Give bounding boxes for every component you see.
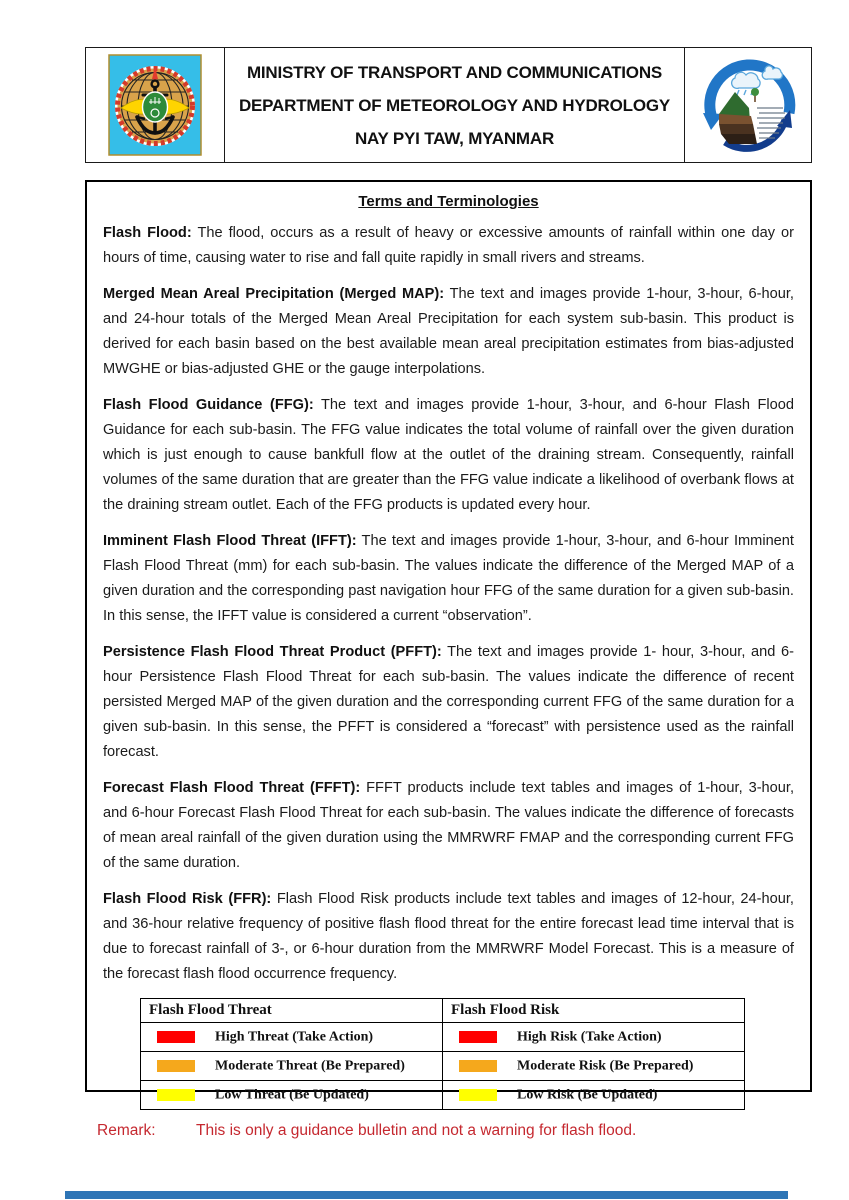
threat-low-swatch (157, 1089, 195, 1101)
term-definition: FFFT products include text tables and images of 1-hour, 3-hour, and 6-hour Forecast Flash Flood Threat for each sub-basin. The values indicate the difference of forecasts of mean areal rainfall of the given duration using the MMRWRF FMAP and the corresponding current FFG of the same duration. (103, 780, 795, 871)
risk-low-swatch (459, 1089, 497, 1101)
term-label: Flash Flood Guidance (FFG): (103, 397, 314, 413)
remark-text: This is only a guidance bulletin and not a warning for flash flood. (196, 1122, 637, 1139)
table-row-low (141, 1081, 745, 1110)
threat-high-swatch (157, 1031, 195, 1043)
header-banner (85, 47, 812, 163)
legend-header-risk: Flash Flood Risk (443, 999, 745, 1023)
paragraph-merged-map (103, 282, 794, 382)
risk-high-swatch (459, 1031, 497, 1043)
threat-low-label: Low Threat (Be Updated) (215, 1087, 369, 1103)
threat-moderate-swatch (157, 1060, 195, 1072)
risk-moderate-swatch (459, 1060, 497, 1072)
risk-low-label: Low Risk (Be Updated) (517, 1087, 658, 1103)
header-line-1: MINISTRY OF TRANSPORT AND COMMUNICATIONS (246, 62, 663, 82)
paragraph-flash-flood (103, 221, 794, 271)
paragraph-ifft (103, 529, 794, 629)
remark-line (97, 1121, 636, 1141)
paragraph-ffft (103, 776, 794, 876)
paragraph-ffr (103, 887, 794, 987)
term-definition: The text and images provide 1-hour, 3-hour, 6-hour, and 24-hour totals of the Merged Mean Areal Precipitation for each system sub-basin. This product is derived for each basin based on the best available mean areal precipitation estimates from bias-adjusted MWGHE or bias-adjusted GHE or the gauge interpolations. (103, 286, 794, 377)
threat-moderate-label: Moderate Threat (Be Prepared) (215, 1058, 405, 1074)
ministry-seal-icon (108, 54, 202, 156)
header-title-block (225, 48, 684, 162)
header-line-2: DEPARTMENT OF METEOROLOGY AND HYDROLOGY (238, 95, 671, 115)
legend-table (140, 998, 745, 1110)
terms-section (85, 180, 812, 1103)
table-row-moderate (141, 1052, 745, 1081)
term-label: Merged Mean Areal Precipitation (Merged MAP): (103, 286, 445, 302)
term-label: Forecast Flash Flood Threat (FFFT): (103, 780, 361, 796)
term-definition: Flash Flood Risk products include text tables and images of 12-hour, 24-hour, and 36-hour relative frequency of positive flash flood threat for the entire forecast lead time interval that is due to forecast rainfall of 3-, or 6-hour duration from the MMRWRF Model Forecast. This is a measure of the forecast flash flood occurrence frequency. (103, 891, 794, 982)
risk-moderate-label: Moderate Risk (Be Prepared) (517, 1058, 694, 1074)
dmh-hydrology-logo (684, 48, 811, 162)
footer-bar (65, 1191, 788, 1199)
legend-header-threat: Flash Flood Threat (141, 999, 443, 1023)
threat-high-label: High Threat (Take Action) (215, 1029, 374, 1045)
center-emblem-icon (143, 92, 168, 122)
term-label: Flash Flood Risk (FFR): (103, 891, 272, 907)
term-label: Persistence Flash Flood Threat Product (PFFT): (103, 644, 442, 660)
legend-header-row (141, 999, 745, 1023)
ministry-seal-logo (86, 48, 225, 162)
term-definition: The text and images provide 1- hour, 3-hour, and 6-hour Persistence Flash Flood Threat for each sub-basin. The values indicate the difference of recent persisted Merged MAP of the given duration and the corresponding current FFG of the same duration for a given sub-basin. In this sense, the PFFT is considered a “forecast” with persistence used as the rainfall forecast. (103, 644, 794, 760)
remark-label: Remark: (97, 1122, 156, 1139)
table-row-high (141, 1023, 745, 1052)
header-line-3: NAY PYI TAW, MYANMAR (354, 128, 555, 148)
term-definition: The flood, occurs as a result of heavy or excessive amounts of rainfall within one day or hours of time, causing water to rise and fall quite rapidly in small rivers and streams. (103, 225, 794, 266)
water-cycle-icon (699, 56, 797, 154)
risk-high-label: High Risk (Take Action) (517, 1029, 662, 1045)
term-label: Flash Flood: (103, 225, 192, 241)
paragraph-pfft (103, 640, 794, 765)
section-title: Terms and Terminologies (358, 193, 539, 210)
term-definition: The text and images provide 1-hour, 3-hour, and 6-hour Imminent Flash Flood Threat (mm) for each sub-basin. The values indicate the difference of the Merged MAP of a given duration and the corresponding past navigation hour FFG of the same duration for a given sub-basin. In this sense, the IFFT value is considered a current “observation”. (103, 533, 794, 624)
term-definition: The text and images provide 1-hour, 3-hour, and 6-hour Flash Flood Guidance for each sub-basin. The FFG value indicates the total volume of rainfall over the given duration which is just enough to cause bankfull flow at the outlet of the draining stream. Consequently, rainfall volumes of the same duration that are greater than the FFG value indicate a likelihood of overbank flows at the draining stream outlet. Each of the FFG products is updated every hour. (103, 397, 794, 513)
term-label: Imminent Flash Flood Threat (IFFT): (103, 533, 357, 549)
paragraph-ffg (103, 393, 794, 518)
